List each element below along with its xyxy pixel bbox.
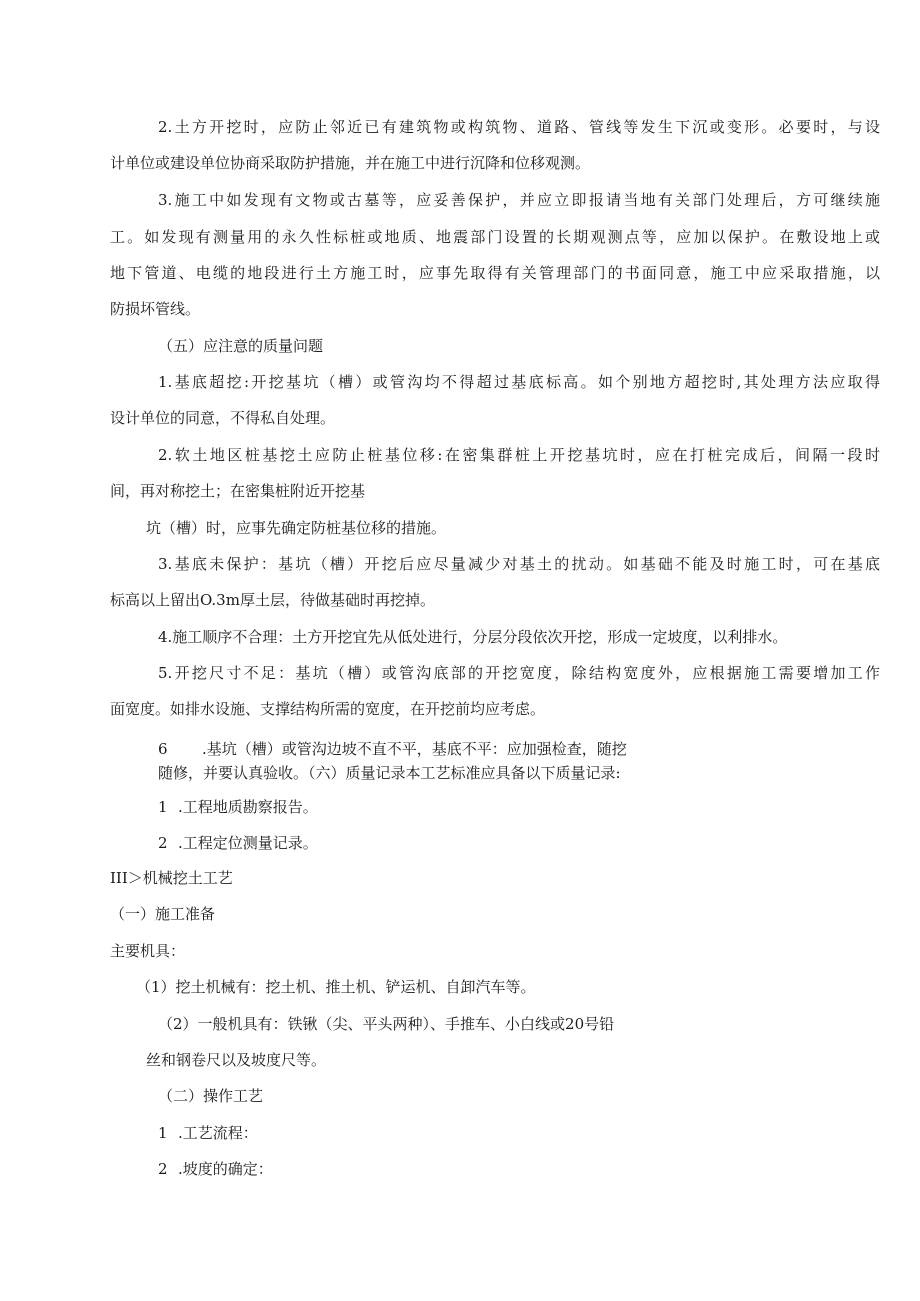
quality-item-2-line-1: 2.软土地区桩基挖土应防止桩基位移:在密集群桩上开挖基坑时，应在打桩完成后，间隔一段时 [158,446,880,464]
quality-item-1-line-2: 设计单位的同意，不得私自处理。 [110,409,336,427]
record-item-2-number: 2 [158,834,168,852]
quality-item-6-line-1: .基坑（槽）或管沟边坡不直不平，基底不平：应加强检查，随挖 [202,740,627,758]
record-item-2-text: .工程定位测量记录。 [178,834,318,852]
quality-item-4-line-1: 4.施工顺序不合理：土方开挖宜先从低处进行，分层分段依次开挖，形成一定坡度，以利排水。 [158,628,788,646]
quality-item-2-line-3: 坑（槽）时，应事先确定防桩基位移的措施。 [146,519,447,537]
chapter-heading: III＞机械挖土工艺 [110,869,233,887]
process-item-2-number: 2 [158,1160,168,1178]
quality-item-2-line-2: 间，再对称挖土；在密集桩附近开挖基 [110,482,366,500]
main-tools-label: 主要机具： [110,942,186,960]
tool-item-2-line-1: （2）一般机具有：铁锹（尖、平头两种）、手推车、小白线或20号铅 [158,1015,615,1033]
tool-item-1: （1）挖土机械有：挖土机、推土机、铲运机、自卸汽车等。 [136,978,536,996]
paragraph-2-line-1: 2.土方开挖时，应防止邻近已有建筑物或构筑物、道路、管线等发生下沉或变形。必要时，与设 [158,118,880,136]
tool-item-2-line-2: 丝和钢卷尺以及坡度尺等。 [146,1051,327,1069]
quality-item-5-line-1: 5.开挖尺寸不足：基坑（槽）或管沟底部的开挖宽度，除结构宽度外，应根据施工需要增加工作 [158,664,880,682]
quality-item-3-line-2: 标高以上留出O.3m厚土层，待做基础时再挖掉。 [110,591,435,609]
quality-item-1-line-1: 1.基底超挖:开挖基坑（槽）或管沟均不得超过基底标高。如个别地方超挖时,其处理方法应取得 [158,373,880,391]
process-item-2-text: .坡度的确定： [178,1160,273,1178]
quality-item-6-number: 6 [158,740,168,758]
paragraph-3-line-2: 工。如发现有测量用的永久性标桩或地质、地震部门设置的长期观测点等，应加以保护。在敷设地上或 [110,228,880,246]
record-item-1-number: 1 [158,798,168,816]
paragraph-3-line-3: 地下管道、电缆的地段进行土方施工时，应事先取得有关管理部门的书面同意，施工中应采取措施，以 [110,264,880,282]
section-heading-5: （五）应注意的质量问题 [158,337,324,355]
quality-item-3-line-1: 3.基底未保护：基坑（槽）开挖后应尽量减少对基土的扰动。如基础不能及时施工时，可在基底 [158,555,880,573]
paragraph-3-line-1: 3.施工中如发现有文物或古墓等，应妥善保护，并应立即报请当地有关部门处理后，方可继续施 [158,191,880,209]
paragraph-3-line-4: 防损坏管线。 [110,300,201,318]
section-heading-2: （二）操作工艺 [158,1087,264,1105]
quality-item-6-line-2: 随修，并要认真验收。（六）质量记录本工艺标准应具备以下质量记录: [158,764,621,782]
section-heading-1: （一）施工准备 [110,905,216,923]
process-item-1-text: .工艺流程： [178,1124,258,1142]
quality-item-5-line-2: 面宽度。如排水设施、支撑结构所需的宽度，在开挖前均应考虑。 [110,700,546,718]
record-item-1-text: .工程地质勘察报告。 [178,798,318,816]
process-item-1-number: 1 [158,1124,168,1142]
paragraph-2-line-2: 计单位或建设单位协商采取防护措施，并在施工中进行沉降和位移观测。 [110,154,591,172]
